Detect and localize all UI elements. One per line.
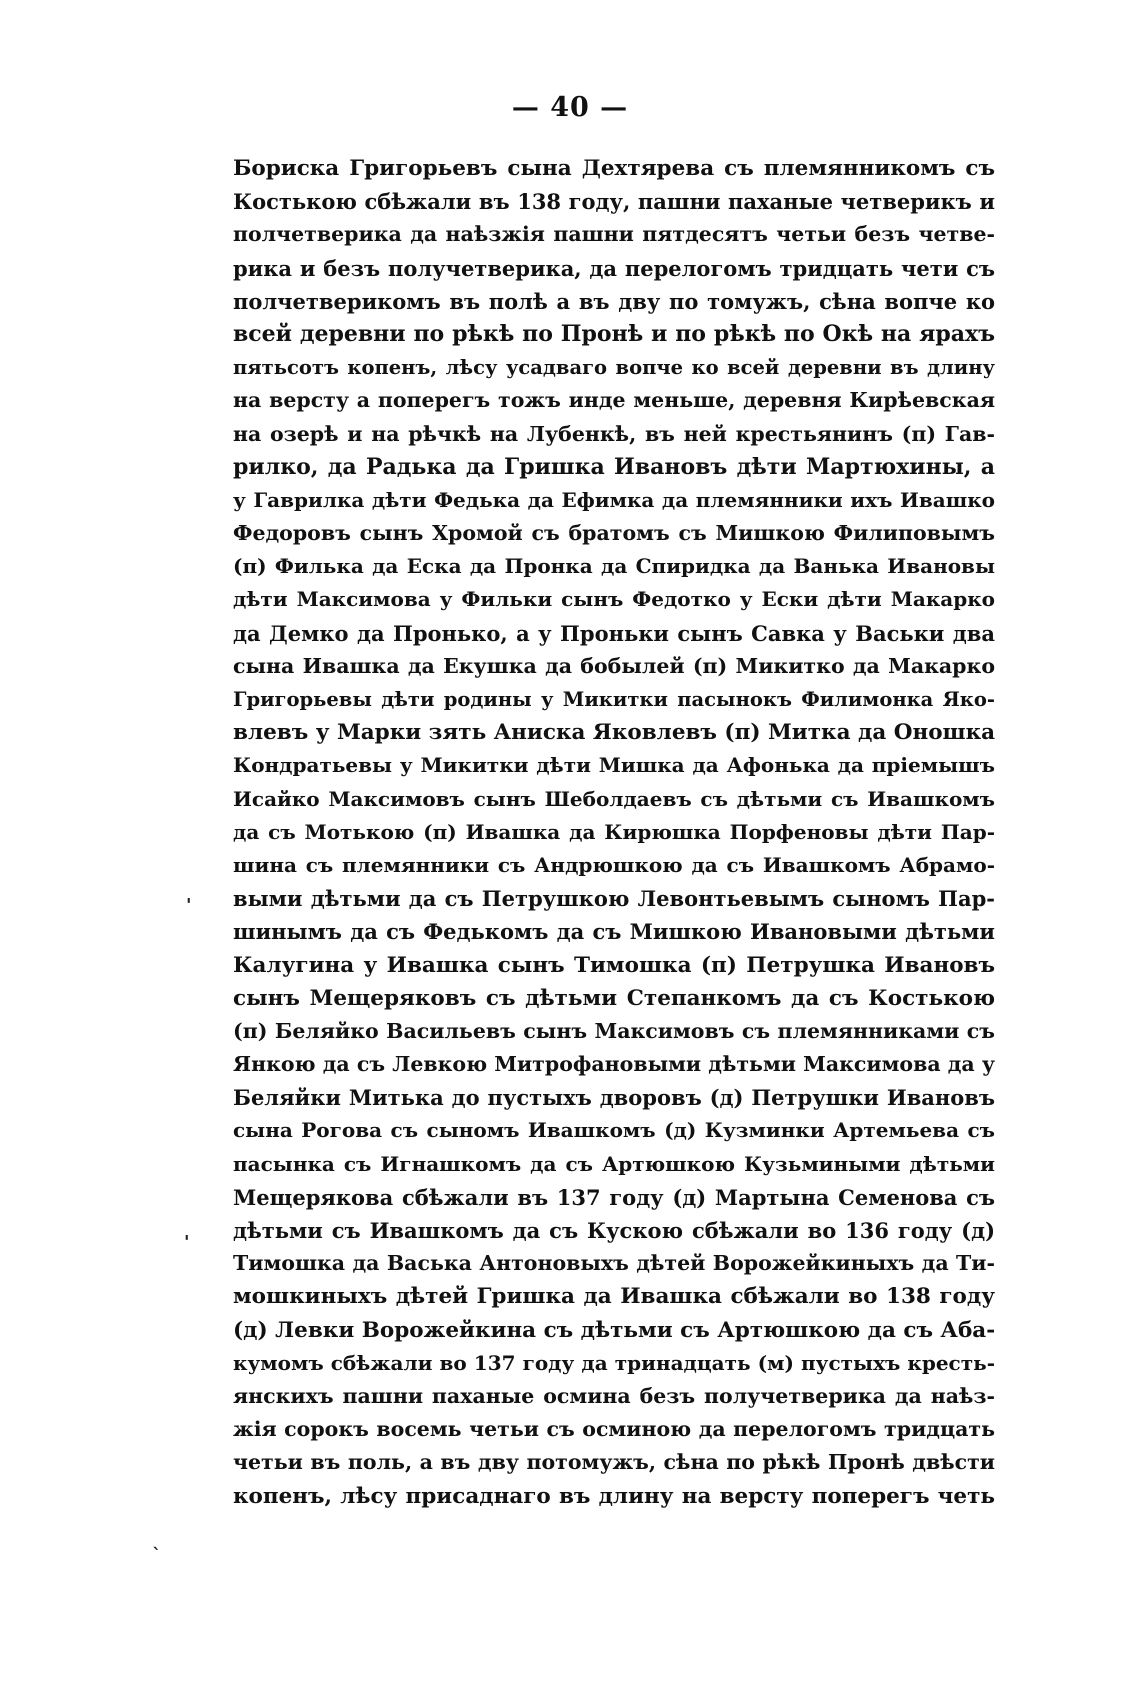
text-line: Костькою сбѣжали въ 138 году, пашни паханые четверикъ и (233, 189, 995, 215)
text-line: Беляйки Митька до пустыхъ дворовъ (д) Петрушки Ивановъ (233, 1085, 995, 1111)
text-line: влевъ у Марки зять Аниска Яковлевъ (п) Митка да Оношка (233, 720, 995, 746)
text-line: четьи въ поль, а въ дву потомужъ, сѣна по рѣкѣ Пронѣ двѣсти (233, 1450, 995, 1475)
text-line: Тимошка да Васька Антоновыхъ дѣтей Ворожейкиныхъ да Ти- (233, 1251, 995, 1276)
text-line: кумомъ сбѣжали во 137 году да тринадцать (м) пустыхъ кресть- (233, 1350, 995, 1375)
text-line: сына Рогова съ сыномъ Ивашкомъ (д) Кузминки Артемьева съ (233, 1118, 995, 1143)
text-line: дѣти Максимова у Фильки сынъ Федотко у Ески дѣти Макарко (233, 587, 995, 612)
text-line: (д) Левки Ворожейкина съ дѣтьми съ Артюшкою да съ Аба- (233, 1317, 995, 1343)
text-line: Федоровъ сынъ Хромой съ братомъ съ Мишкою Филиповымъ (233, 521, 995, 546)
text-line: выми дѣтьми да съ Петрушкою Левонтьевымъ сыномъ Пар- (233, 886, 995, 912)
text-line: рилко, да Радька да Гришка Ивановъ дѣти Мартюхины, а (233, 453, 995, 480)
text-line: всей деревни по рѣкѣ по Пронѣ и по рѣкѣ по Окѣ на ярахъ (233, 320, 995, 347)
text-line: на версту а поперегъ тожъ инде меньше, деревня Кирѣевская (233, 388, 995, 413)
text-line: полчетверикомъ въ полѣ а въ дву по томужъ, сѣна вопче ко (233, 288, 995, 314)
scan-speck: ` (152, 1545, 161, 1566)
text-line: Калугина у Ивашка сынъ Тимошка (п) Петрушка Ивановъ (233, 952, 995, 978)
text-line: (п) Беляйко Васильевъ сынъ Максимовъ съ племянниками съ (233, 1018, 995, 1043)
text-line: Исайко Максимовъ сынъ Шеболдаевъ съ дѣтьми съ Ивашкомъ (233, 786, 995, 811)
text-line: Кондратьевы у Микитки дѣти Мишка да Афонька да пріемышъ (233, 753, 995, 778)
text-line: у Гаврилка дѣти Федька да Ефимка да племянники ихъ Ивашко (233, 487, 995, 512)
text-line: жія сорокъ восемь четьи съ осминою да перелогомъ тридцать (233, 1417, 995, 1442)
text-line: полчетверика да наѣзжія пашни пятдесятъ четьи безъ четве- (233, 222, 995, 247)
text-line: да Демко да Пронько, а у Проньки сынъ Савка у Васьки два (233, 620, 995, 646)
text-line: рика и безъ получетверика, да перелогомъ тридцать чети съ (233, 255, 995, 281)
text-line: да съ Мотькою (п) Ивашка да Кирюшка Порфеновы дѣти Пар- (233, 819, 995, 844)
text-line: шинымъ да съ Федькомъ да съ Мишкою Ивановыми дѣтьми (233, 919, 995, 945)
text-line: Мещерякова сбѣжали въ 137 году (д) Мартына Семенова съ (233, 1184, 995, 1210)
text-line: мошкиныхъ дѣтей Гришка да Ивашка сбѣжали во 138 году (233, 1284, 995, 1310)
text-line: Бориска Григорьевъ сына Дехтярева съ племянникомъ съ (233, 156, 995, 181)
scan-speck: ' (186, 895, 192, 916)
text-line: пятьсотъ копенъ, лѣсу усадваго вопче ко всей деревни въ длину (233, 356, 995, 380)
text-line: дѣтьми съ Ивашкомъ да съ Кускою сбѣжали во 136 году (д) (233, 1218, 995, 1243)
text-line: Янкою да съ Левкою Митрофановыми дѣтьми Максимова да у (233, 1052, 995, 1077)
text-line: шина съ племянники съ Андрюшкою да съ Ивашкомъ Абрамо- (233, 852, 995, 877)
text-line: сынъ Мещеряковъ съ дѣтьми Степанкомъ да съ Костькою (233, 985, 995, 1011)
text-line: Григорьевы дѣти родины у Микитки пасынокъ Филимонка Яко- (233, 688, 995, 711)
text-line: на озерѣ и на рѣчкѣ на Лубенкѣ, въ ней крестьянинъ (п) Гав- (233, 421, 995, 446)
text-line: копенъ, лѣсу присаднаго въ длину на версту поперегъ четь (233, 1483, 995, 1509)
body-text (233, 152, 995, 1513)
text-line: пасынка съ Игнашкомъ да съ Артюшкою Кузьмиными дѣтьми (233, 1151, 995, 1176)
text-line: сына Ивашка да Екушка да бобылей (п) Микитко да Макарко (233, 653, 995, 678)
text-line: янскихъ пашни паханые осмина безъ получетверика да наѣз- (233, 1383, 995, 1408)
scan-speck: ' (184, 1232, 190, 1253)
page-number: — 40 — (511, 92, 629, 123)
text-line: (п) Филька да Еска да Пронка да Спиридка да Ванька Ивановы (233, 554, 995, 579)
